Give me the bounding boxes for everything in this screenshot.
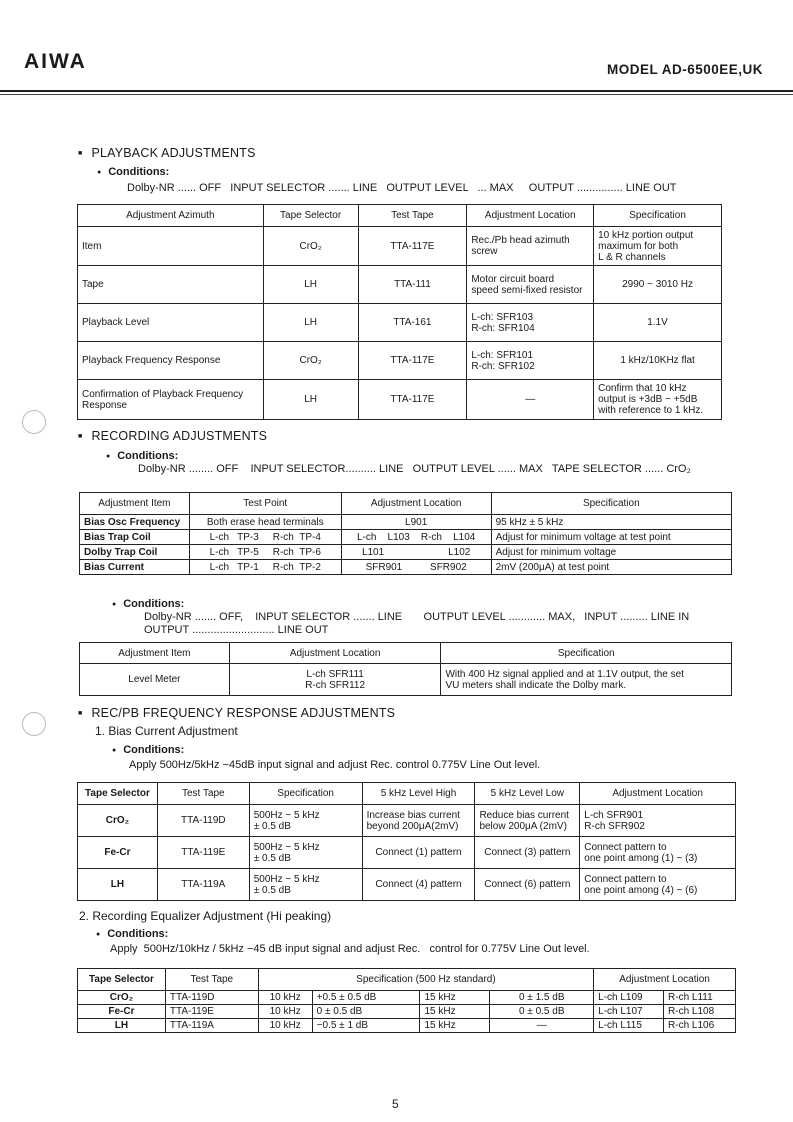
col-header: Adjustment Location <box>580 783 736 805</box>
cell: L-ch TP-5 R-ch TP-6 <box>189 545 341 560</box>
cell: TTA-119E <box>165 1005 258 1019</box>
playback-conditions: Dolby-NR ...... OFF INPUT SELECTOR ....... LINE OUTPUT LEVEL ... MAX OUTPUT ............... LINE OUT <box>127 182 677 194</box>
table-row <box>78 266 722 304</box>
header-rule-thin <box>0 94 793 95</box>
cell: L-ch: SFR103 R-ch: SFR104 <box>467 304 594 342</box>
meter-spec-line1: With 400 Hz signal applied and at 1.1V output, the set <box>445 668 684 680</box>
bias-table <box>77 782 736 901</box>
level-meter-table <box>79 642 732 696</box>
col-header: Test Tape <box>157 783 249 805</box>
meter-spec-line2: VU meters shall indicate the Dolby mark. <box>445 679 627 691</box>
cell: L101 L102 <box>341 545 491 560</box>
cell: 1.1V <box>594 304 722 342</box>
eq-conditions-label: ● Conditions: <box>96 928 168 940</box>
col-header: 5 kHz Level Low <box>475 783 580 805</box>
table-row <box>78 342 722 380</box>
cell: 500Hz ~ 5 kHz ± 0.5 dB <box>249 837 362 869</box>
recording-conditions-label: ● Conditions: <box>106 450 178 462</box>
col-header: Test Tape <box>165 969 258 991</box>
col-header: Specification <box>441 643 732 664</box>
table-row <box>80 515 732 530</box>
recording-section-title: ■ RECORDING ADJUSTMENTS <box>78 429 267 443</box>
cell: TTA-119A <box>165 1019 258 1033</box>
cell: 10 kHz <box>258 1019 312 1033</box>
table-row <box>78 991 736 1005</box>
col-header: Adjustment Item <box>80 643 230 664</box>
cell: 1 kHz/10KHz flat <box>594 342 722 380</box>
eq-conditions: Apply 500Hz/10kHz / 5kHz −45 dB input signal and adjust Rec. control for 0.775V Line Out level. <box>110 943 590 955</box>
cell: L-ch L109 <box>594 991 664 1005</box>
cell: 500Hz ~ 5 kHz ± 0.5 dB <box>249 869 362 901</box>
cell: Increase bias current beyond 200μA(2mV) <box>362 805 475 837</box>
eq-table <box>77 968 736 1033</box>
recording-table <box>79 492 732 575</box>
cell: Adjust for minimum voltage <box>491 545 731 560</box>
col-header: Specification (500 Hz standard) <box>258 969 593 991</box>
cell: CrO₂ <box>78 991 166 1005</box>
bias-title: 1. Bias Current Adjustment <box>95 724 238 738</box>
recpb-section-title: ■ REC/PB FREQUENCY RESPONSE ADJUSTMENTS <box>78 706 395 720</box>
cell: Reduce bias current below 200μA (2mV) <box>475 805 580 837</box>
col-header: Adjustment Item <box>80 493 190 515</box>
cell: Fe-Cr <box>78 1005 166 1019</box>
col-header: Adjustment Location <box>467 205 594 227</box>
cell: 15 kHz <box>420 1005 490 1019</box>
col-header: Tape Selector <box>263 205 358 227</box>
cell: CrO₂ <box>78 805 158 837</box>
cell: Connect (3) pattern <box>475 837 580 869</box>
cell: Item <box>78 227 264 266</box>
table-row <box>80 545 732 560</box>
playback-table <box>77 204 722 420</box>
cell: Bias Current <box>80 560 190 575</box>
recording-conditions: Dolby-NR ........ OFF INPUT SELECTOR.......... LINE OUTPUT LEVEL ...... MAX TAPE SELECTOR ...... CrO₂ <box>138 463 691 475</box>
punch-hole-1 <box>22 410 46 434</box>
cell: R-ch L108 <box>664 1005 736 1019</box>
cell: 15 kHz <box>420 991 490 1005</box>
cell: L-ch TP-3 R-ch TP-4 <box>189 530 341 545</box>
col-header: Test Tape <box>358 205 467 227</box>
meter-conditions-line1: Dolby-NR ....... OFF, INPUT SELECTOR ....... LINE OUTPUT LEVEL ............ MAX, INPUT ......... LINE IN <box>144 611 690 623</box>
cell: L-ch: SFR101 R-ch: SFR102 <box>467 342 594 380</box>
cell: Connect pattern to one point among (4) ~ (6) <box>580 869 736 901</box>
cell: TTA-119A <box>157 869 249 901</box>
cell: CrO₂ <box>263 342 358 380</box>
cell: −0.5 ± 1 dB <box>312 1019 420 1033</box>
meter-loc-l: L-ch SFR111 <box>306 668 364 680</box>
cell: 10 kHz <box>258 1005 312 1019</box>
cell: — <box>490 1019 594 1033</box>
cell: 0 ± 1.5 dB <box>490 991 594 1005</box>
cell: Connect (1) pattern <box>362 837 475 869</box>
col-header: Adjustment Location <box>229 643 441 664</box>
cell: 0 ± 0.5 dB <box>312 1005 420 1019</box>
cell: Dolby Trap Coil <box>80 545 190 560</box>
cell: Playback Level <box>78 304 264 342</box>
table-row <box>78 869 736 901</box>
cell: TTA-117E <box>358 227 467 266</box>
col-header: Tape Selector <box>78 783 158 805</box>
cell: LH <box>263 304 358 342</box>
cell: LH <box>78 1019 166 1033</box>
table-row <box>78 1005 736 1019</box>
cell: Bias Osc Frequency <box>80 515 190 530</box>
cell: 2990 ~ 3010 Hz <box>594 266 722 304</box>
col-header: Adjustment Location <box>594 969 736 991</box>
table-row <box>78 837 736 869</box>
col-header: Adjustment Location <box>341 493 491 515</box>
table-row <box>78 304 722 342</box>
col-header: Test Point <box>189 493 341 515</box>
table-row <box>78 227 722 266</box>
cell: LH <box>263 380 358 420</box>
eq-title: 2. Recording Equalizer Adjustment (Hi peaking) <box>79 909 332 923</box>
playback-conditions-label: ● Conditions: <box>97 166 169 178</box>
col-header: Specification <box>249 783 362 805</box>
cell: Connect (6) pattern <box>475 869 580 901</box>
bias-conditions: Apply 500Hz/5kHz −45dB input signal and adjust Rec. control 0.775V Line Out level. <box>129 759 541 771</box>
col-header: Specification <box>491 493 731 515</box>
cell: TTA-117E <box>358 342 467 380</box>
cell: R-ch L106 <box>664 1019 736 1033</box>
cell: TTA-119E <box>157 837 249 869</box>
cell: TTA-161 <box>358 304 467 342</box>
punch-hole-2 <box>22 712 46 736</box>
cell: L-ch L107 <box>594 1005 664 1019</box>
cell: TTA-119D <box>157 805 249 837</box>
col-header: Specification <box>594 205 722 227</box>
cell: TTA-117E <box>358 380 467 420</box>
cell: Rec./Pb head azimuth screw <box>467 227 594 266</box>
cell: L-ch L103 R-ch L104 <box>341 530 491 545</box>
cell: Motor circuit board speed semi-fixed resistor <box>467 266 594 304</box>
model-number: MODEL AD-6500EE,UK <box>606 62 763 77</box>
playback-section-title: ■ PLAYBACK ADJUSTMENTS <box>78 146 256 160</box>
cell: Connect (4) pattern <box>362 869 475 901</box>
cell: Tape <box>78 266 264 304</box>
cell: Connect pattern to one point among (1) ~ (3) <box>580 837 736 869</box>
cell: — <box>467 380 594 420</box>
cell: LH <box>263 266 358 304</box>
cell: Bias Trap Coil <box>80 530 190 545</box>
table-row <box>80 664 732 696</box>
cell: R-ch L111 <box>664 991 736 1005</box>
col-header: 5 kHz Level High <box>362 783 475 805</box>
cell: 10 kHz portion output maximum for both L & R channels <box>594 227 722 266</box>
cell: 500Hz ~ 5 kHz ± 0.5 dB <box>249 805 362 837</box>
page-number: 5 <box>392 1097 399 1111</box>
cell: 0 ± 0.5 dB <box>490 1005 594 1019</box>
brand-logo: AIWA <box>24 50 87 73</box>
cell: L901 <box>341 515 491 530</box>
cell: 2mV (200μA) at test point <box>491 560 731 575</box>
table-row <box>78 380 722 420</box>
cell: CrO₂ <box>263 227 358 266</box>
meter-conditions-label: ● Conditions: <box>112 598 184 610</box>
cell: +0.5 ± 0.5 dB <box>312 991 420 1005</box>
cell: SFR901 SFR902 <box>341 560 491 575</box>
table-row <box>78 805 736 837</box>
cell: 10 kHz <box>258 991 312 1005</box>
cell: Confirmation of Playback Frequency Response <box>78 380 264 420</box>
cell: L-ch L115 <box>594 1019 664 1033</box>
cell: Level Meter <box>80 664 230 696</box>
col-header: Adjustment Azimuth <box>78 205 264 227</box>
cell: L-ch TP-1 R-ch TP-2 <box>189 560 341 575</box>
cell: Fe-Cr <box>78 837 158 869</box>
cell: L-ch SFR901 R-ch SFR902 <box>580 805 736 837</box>
header-rule <box>0 90 793 92</box>
meter-loc-r: R-ch SFR112 <box>305 679 366 691</box>
table-row <box>78 1019 736 1033</box>
table-row <box>80 560 732 575</box>
cell: 15 kHz <box>420 1019 490 1033</box>
cell: Confirm that 10 kHz output is +3dB ~ +5dB with reference to 1 kHz. <box>594 380 722 420</box>
cell: Playback Frequency Response <box>78 342 264 380</box>
cell: Adjust for minimum voltage at test point <box>491 530 731 545</box>
bias-conditions-label: ● Conditions: <box>112 744 184 756</box>
col-header: Tape Selector <box>78 969 166 991</box>
table-row <box>80 530 732 545</box>
cell: LH <box>78 869 158 901</box>
meter-conditions-line2: OUTPUT ........................... LINE OUT <box>144 624 329 636</box>
cell: 95 kHz ± 5 kHz <box>491 515 731 530</box>
cell: TTA-111 <box>358 266 467 304</box>
cell: Both erase head terminals <box>189 515 341 530</box>
cell: TTA-119D <box>165 991 258 1005</box>
